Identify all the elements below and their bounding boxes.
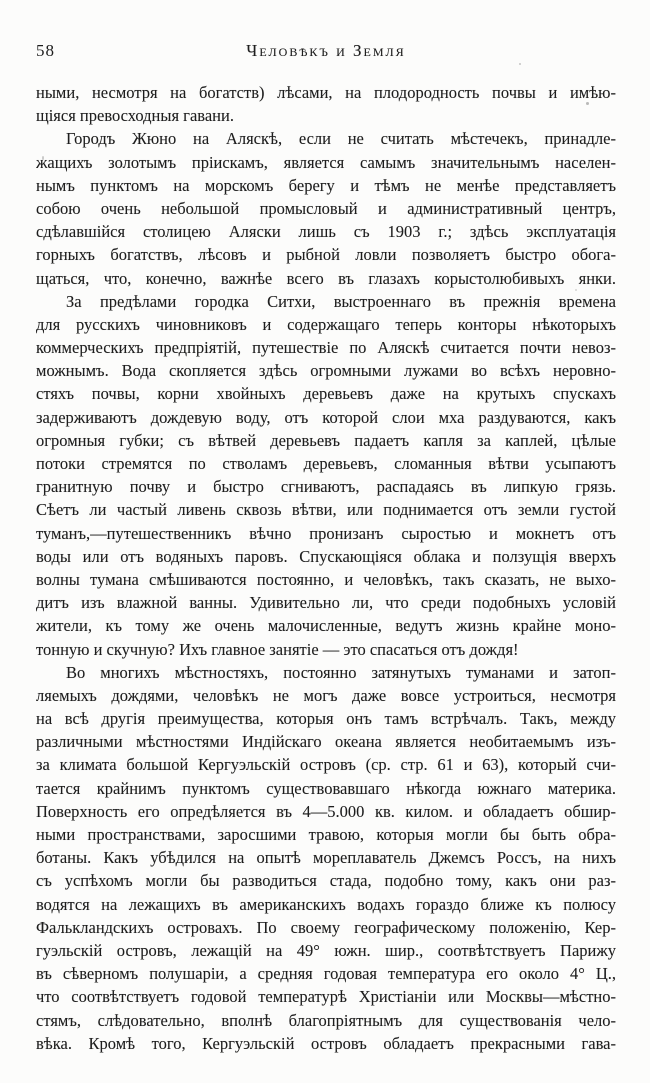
paragraph	[36, 290, 616, 661]
text-line: потоки стремятся по стволамъ деревьевъ, сломанныя вѣтви усыпаютъ	[36, 454, 616, 473]
text-line: тается крайнимъ пунктомъ существовавшаго нѣкогда южнаго материка.	[36, 778, 616, 798]
scan-speck	[42, 156, 44, 160]
text-line: вѣка. Кромѣ того, Кергуэльскій островъ обладаетъ прекрасными гава-	[36, 1033, 616, 1053]
text-line: на всѣ другія преимущества, которыя онъ тамъ встрѣчалъ. Такъ, между	[36, 709, 616, 729]
page-number: 58	[36, 41, 55, 60]
text-line: Фалькландскихъ островахъ. По своему географическому положенію, Кер-	[36, 917, 616, 937]
text-line: стямъ, слѣдовательно, вполнѣ благопріятнымъ для существованія чело-	[36, 1010, 616, 1030]
text-line: гранитную почву и быстро сгниваютъ, распадаясь въ липкую грязь.	[36, 477, 616, 497]
paragraph	[36, 127, 616, 289]
text-line: различными мѣстностями Индійскаго океана является необитаемымъ изъ-	[36, 732, 616, 752]
scan-speck	[586, 102, 589, 105]
text-line: что соотвѣтствуетъ годовой температурѣ Христіаніи или Москвы—мѣстно-	[36, 987, 616, 1007]
running-title: Человѣкъ и Земля	[246, 41, 406, 60]
text-line: дитъ изъ влажной ванны. Удивительно ли, что среди подобныхъ условій	[36, 593, 616, 613]
text-line: съ успѣхомъ могли бы разводиться стада, подобно тому, какъ они раз-	[36, 871, 616, 891]
text-line: ботаны. Какъ убѣдился на опытѣ мореплаватель Джемсъ Россъ, на нихъ	[36, 848, 616, 868]
text-line: коммерческихъ предпріятій, путешествіе по Аляскѣ считается почти невоз-	[36, 338, 616, 358]
scan-speck	[575, 289, 577, 291]
text-line: жащихъ золотымъ пріискамъ, является самымъ значительнымъ населен-	[36, 152, 616, 172]
scan-speck	[519, 63, 521, 65]
text-line: огромныя губки; съ вѣтвей деревьевъ падаетъ капля за каплей, цѣлые	[36, 430, 616, 450]
text-line: воды или отъ водяныхъ паровъ. Спускающіяся облака и ползущія вверхъ	[36, 546, 616, 566]
text-line: горныхъ богатствъ, лѣсовъ и рыбной ловли позволяетъ быстро обога-	[36, 245, 616, 265]
running-head	[36, 42, 616, 62]
text-line: въ сѣверномъ полушаріи, а средняя годовая температура его около 4° Ц.,	[36, 964, 616, 984]
text-line: Городъ Жюно на Аляскѣ, если не считать мѣстечекъ, принадле-	[66, 129, 616, 149]
scan-speck	[609, 628, 611, 630]
text-line: тонную и скучную? Ихъ главное занятіе — это спасаться отъ дождя!	[36, 639, 519, 659]
text-line: щаться, что, конечно, важнѣе всего въ глазахъ корыстолюбивыхъ янки.	[36, 268, 616, 288]
text-line: собою очень небольшой промысловый и административный центръ,	[36, 198, 616, 218]
text-line: туманъ,—путешественникъ вѣчно пронизанъ сыростью и мокнетъ отъ	[36, 523, 616, 543]
text-line: водятся на лежащихъ въ американскихъ водахъ гораздо ближе къ полюсу	[36, 894, 616, 914]
text-line: щіяся превосходныя гавани.	[36, 106, 234, 126]
paragraph	[36, 81, 616, 127]
text-line: жители, къ тому же очень малочисленные, ведутъ жизнь крайне моно-	[36, 616, 616, 636]
text-line: ляемыхъ дождями, человѣкъ не могъ даже вовсе устроиться, несмотря	[36, 685, 616, 705]
page-body	[36, 81, 616, 1055]
text-line: волны тумана смѣшиваются постоянно, и человѣкъ, такъ сказать, не выхо-	[36, 569, 616, 589]
text-line: сдѣлавшійся столицею Аляски лишь съ 1903 г.; здѣсь эксплуатація	[36, 222, 616, 242]
text-line: для русскихъ чиновниковъ и содержащаго теперь конторы нѣкоторыхъ	[36, 314, 616, 334]
text-line: Во многихъ мѣстностяхъ, постоянно затянутыхъ туманами и затоп-	[66, 662, 616, 682]
text-line: можнымъ. Вода скопляется здѣсь огромными лужами во всѣхъ неровно-	[36, 361, 616, 381]
text-line: ными пространствами, заросшими травою, которыя могли бы быть обра-	[36, 825, 616, 844]
text-line: нымъ пунктомъ на морскомъ берегу и тѣмъ не менѣе представляетъ	[36, 175, 616, 195]
text-line: Поверхность его опредѣляется въ 4—5.000 кв. килом. и обладаетъ обшир-	[36, 801, 616, 821]
text-line: стяхъ почвы, корни хвойныхъ деревьевъ даже на крутыхъ спускахъ	[36, 384, 616, 404]
paragraph	[36, 661, 616, 1055]
text-line: Сѣетъ ли частый ливень сквозь вѣтви, или поднимается отъ земли густой	[36, 500, 616, 520]
text-line: ными, несмотря на богатств) лѣсами, на плодородность почвы и имѣю-	[36, 83, 616, 102]
text-line: За предѣлами городка Ситхи, выстроеннаго въ прежнія времена	[66, 291, 616, 311]
text-line: гуэльскій островъ, лежащій на 49° южн. шир., соотвѣтствуетъ Парижу	[36, 940, 616, 960]
text-line: за климата большой Кергуэльскій островъ (ср. стр. 61 и 63), который счи-	[36, 755, 616, 775]
text-line: задерживаютъ дождевую воду, отъ которой слои мха раздуваются, какъ	[36, 407, 616, 427]
